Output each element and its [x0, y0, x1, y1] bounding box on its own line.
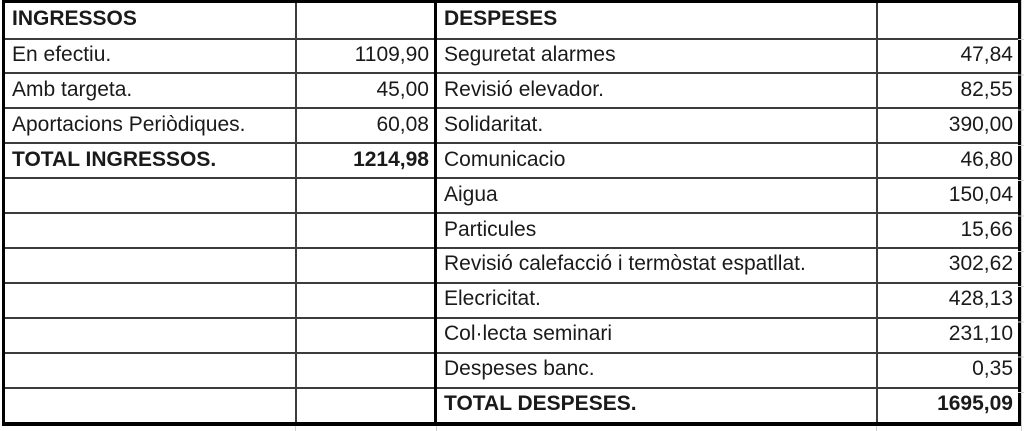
table-row [4, 73, 1020, 108]
table-row [4, 178, 1020, 213]
table-row [4, 283, 1020, 318]
cell-despeses-label[interactable]: Solidaritat. [436, 108, 877, 143]
cell-despeses-total-label[interactable]: TOTAL DESPESES. [436, 388, 877, 424]
cell-ingressos-header[interactable]: INGRESSOS [4, 2, 296, 39]
table-row [4, 143, 1020, 178]
cell-despeses-label[interactable]: Particules [436, 213, 877, 248]
cell-despeses-label[interactable]: Elecricitat. [436, 283, 877, 318]
table-row [4, 213, 1020, 248]
cell-despeses-value[interactable]: 302,62 [877, 248, 1020, 283]
sheet-gridline-stub [295, 426, 296, 431]
cell-empty[interactable] [296, 178, 436, 213]
cell-despeses-label[interactable]: Aigua [436, 178, 877, 213]
table-row [4, 2, 1020, 39]
cell-empty[interactable] [4, 388, 296, 424]
table-row [4, 108, 1020, 143]
table-row [4, 248, 1020, 283]
cell-despeses-value[interactable]: 390,00 [877, 108, 1020, 143]
cell-empty[interactable] [4, 248, 296, 283]
cell-despeses-label[interactable]: Revisió elevador. [436, 73, 877, 108]
cell-empty[interactable] [877, 2, 1020, 39]
cell-despeses-value[interactable]: 82,55 [877, 73, 1020, 108]
cell-empty[interactable] [4, 213, 296, 248]
cell-despeses-value[interactable]: 150,04 [877, 178, 1020, 213]
cell-despeses-label[interactable]: Seguretat alarmes [436, 39, 877, 74]
cell-empty[interactable] [296, 283, 436, 318]
table-row [4, 388, 1020, 424]
budget-table [2, 0, 1021, 426]
cell-empty[interactable] [4, 353, 296, 388]
cell-ingressos-value[interactable]: 1109,90 [296, 39, 436, 74]
cell-ingressos-label[interactable]: Aportacions Periòdiques. [4, 108, 296, 143]
cell-empty[interactable] [296, 318, 436, 353]
sheet-gridline-stub [876, 426, 877, 431]
cell-ingressos-total-value[interactable]: 1214,98 [296, 143, 436, 178]
cell-despeses-label[interactable]: Despeses banc. [436, 353, 877, 388]
cell-despeses-value[interactable]: 47,84 [877, 39, 1020, 74]
cell-despeses-label[interactable]: Col·lecta seminari [436, 318, 877, 353]
cell-ingressos-value[interactable]: 45,00 [296, 73, 436, 108]
table-row [4, 353, 1020, 388]
cell-empty[interactable] [296, 2, 436, 39]
cell-empty[interactable] [296, 248, 436, 283]
cell-ingressos-total-label[interactable]: TOTAL INGRESSOS. [4, 143, 296, 178]
cell-empty[interactable] [4, 178, 296, 213]
cell-ingressos-value[interactable]: 60,08 [296, 108, 436, 143]
cell-despeses-label[interactable]: Revisió calefacció i termòstat espatllat. [436, 248, 877, 283]
cell-ingressos-label[interactable]: Amb targeta. [4, 73, 296, 108]
cell-despeses-value[interactable]: 46,80 [877, 143, 1020, 178]
cell-despeses-value[interactable]: 231,10 [877, 318, 1020, 353]
sheet-gridline-stub [436, 426, 437, 431]
cell-empty[interactable] [4, 318, 296, 353]
cell-despeses-total-value[interactable]: 1695,09 [877, 388, 1020, 424]
cell-ingressos-label[interactable]: En efectiu. [4, 39, 296, 74]
sheet-gridlines-right-margin [1018, 39, 1024, 426]
cell-empty[interactable] [296, 353, 436, 388]
table-row [4, 318, 1020, 353]
cell-despeses-header[interactable]: DESPESES [436, 2, 877, 39]
cell-empty[interactable] [296, 213, 436, 248]
cell-despeses-value[interactable]: 428,13 [877, 283, 1020, 318]
cell-despeses-value[interactable]: 15,66 [877, 213, 1020, 248]
cell-empty[interactable] [296, 388, 436, 424]
table-row [4, 39, 1020, 74]
cell-empty[interactable] [4, 283, 296, 318]
cell-despeses-value[interactable]: 0,35 [877, 353, 1020, 388]
cell-despeses-label[interactable]: Comunicacio [436, 143, 877, 178]
